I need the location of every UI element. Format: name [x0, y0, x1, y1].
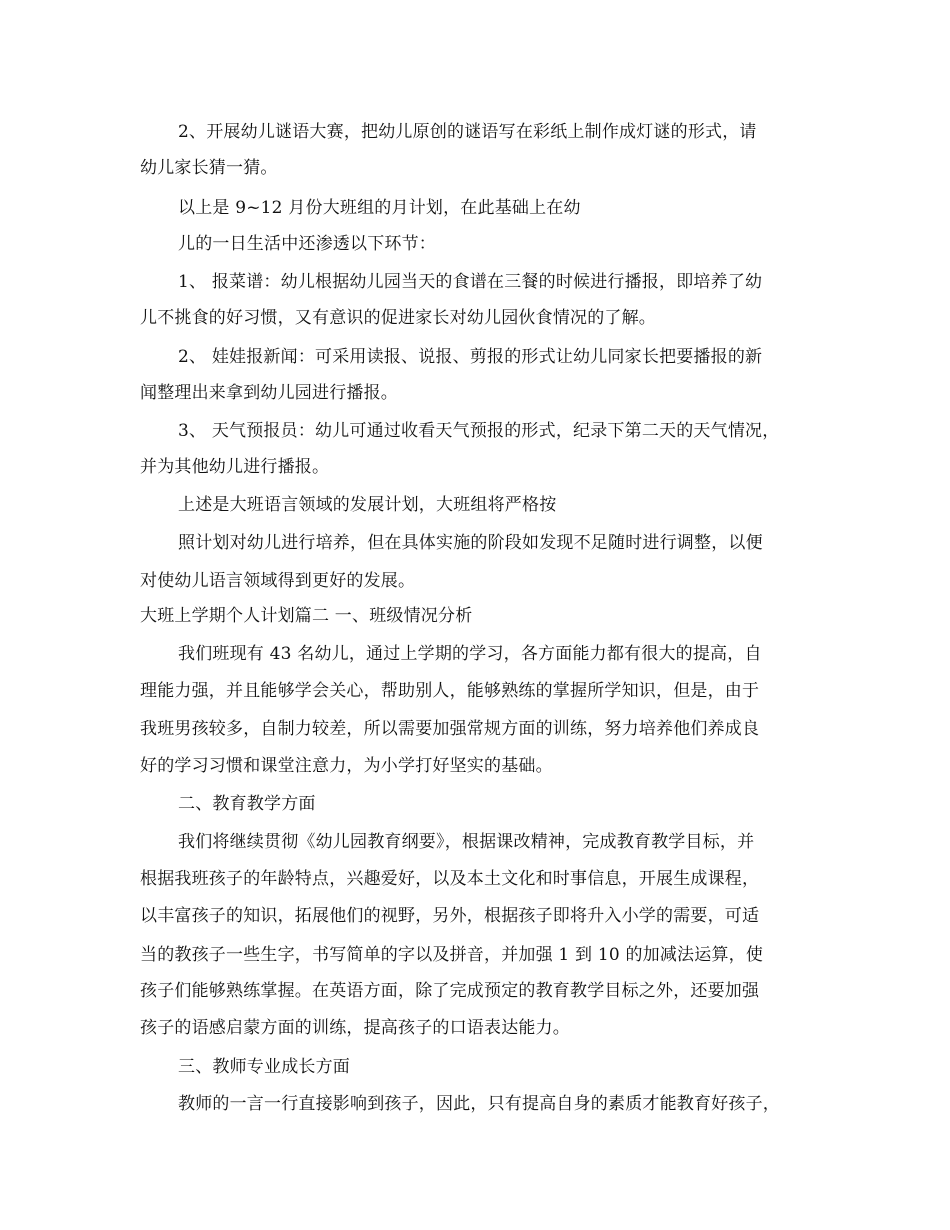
text-line: 闻整理出来拿到幼儿园进行播报。: [140, 383, 398, 403]
text-line: 对使幼儿语言领域得到更好的发展。: [140, 571, 416, 591]
text-line: 照计划对幼儿进行培养，但在具体实施的阶段如发现不足随时进行调整，以便: [178, 533, 763, 553]
text-line: 3、 天气预报员：幼儿可通过收看天气预报的形式，纪录下第二天的天气情况，: [178, 421, 780, 441]
text-line: 好的学习习惯和课堂注意力，为小学打好坚实的基础。: [140, 756, 553, 776]
text-line: 根据我班孩子的年龄特点，兴趣爱好，以及本土文化和时事信息，开展生成课程，: [140, 869, 760, 889]
text-line: 理能力强，并且能够学会关心，帮助别人，能够熟练的掌握所学知识，但是，由于: [140, 681, 760, 701]
text-line: 以上是 9~12 月份大班组的月计划，在此基础上在幼: [178, 198, 581, 218]
text-line: 儿的一日生活中还渗透以下环节：: [178, 234, 436, 254]
text-line: 我们将继续贯彻《幼儿园教育纲要》，根据课改精神，完成教育教学目标，并: [178, 832, 755, 852]
text-line: 2、开展幼儿谜语大赛，把幼儿原创的谜语写在彩纸上制作成灯谜的形式，请: [178, 122, 757, 142]
text-line: 二、教育教学方面: [178, 794, 316, 814]
text-line: 我班男孩较多，自制力较差，所以需要加强常规方面的训练，努力培养他们养成良: [140, 719, 760, 739]
text-line: 孩子们能够熟练掌握。在英语方面，除了完成预定的教育教学目标之外，还要加强: [140, 981, 760, 1001]
text-line: 大班上学期个人计划篇二 一、班级情况分析: [140, 606, 473, 626]
text-line: 幼儿家长猜一猜。: [140, 158, 278, 178]
text-line: 上述是大班语言领域的发展计划，大班组将严格按: [178, 495, 557, 515]
text-line: 1、 报菜谱：幼儿根据幼儿园当天的食谱在三餐的时候进行播报，即培养了幼: [178, 272, 763, 292]
text-line: 我们班现有 43 名幼儿，通过上学期的学习，各方面能力都有很大的提高，自: [178, 644, 762, 664]
text-line: 当的教孩子一些生字，书写简单的字以及拼音，并加强 1 到 10 的加减法运算，使: [140, 945, 764, 965]
text-line: 三、教师专业成长方面: [178, 1057, 350, 1077]
text-line: 孩子的语感启蒙方面的训练，提高孩子的口语表达能力。: [140, 1018, 570, 1038]
text-line: 并为其他幼儿进行播报。: [140, 457, 330, 477]
text-line: 2、 娃娃报新闻：可采用读报、说报、剪报的形式让幼儿同家长把要播报的新: [178, 347, 763, 367]
text-line: 以丰富孩子的知识，拓展他们的视野，另外，根据孩子即将升入小学的需要，可适: [140, 906, 760, 926]
text-line: 儿不挑食的好习惯，又有意识的促进家长对幼儿园伙食情况的了解。: [140, 308, 656, 328]
text-line: 教师的一言一行直接影响到孩子，因此，只有提高自身的素质才能教育好孩子，: [178, 1094, 780, 1114]
